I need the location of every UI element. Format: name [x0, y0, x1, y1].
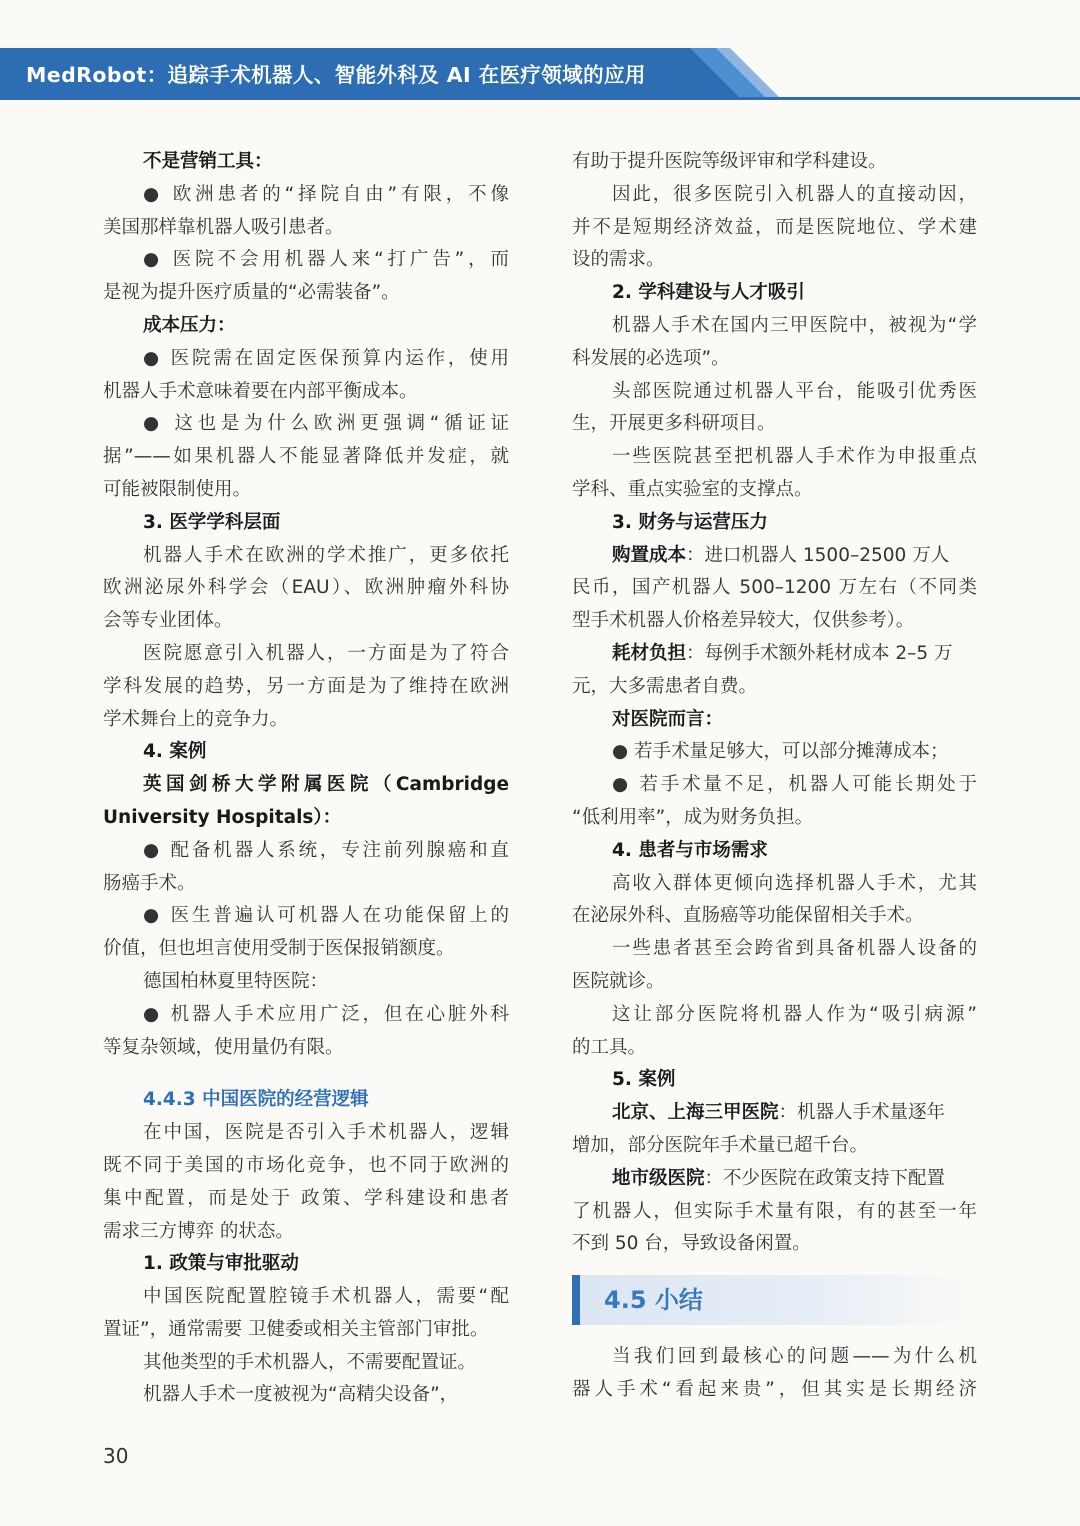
body-line: 在泌尿外科、直肠癌等功能保留相关手术。	[572, 905, 924, 927]
bullet-line: ● 这也是为什么欧洲更强调“循证证	[143, 413, 509, 435]
subheading: 成本压力：	[143, 314, 236, 336]
case-title: 英国剑桥大学附属医院（Cambridge	[143, 774, 509, 796]
section-heading: 4. 案例	[143, 741, 207, 763]
section-heading: 5. 案例	[612, 1069, 676, 1091]
section-heading: 2. 学科建设与人才吸引	[612, 282, 805, 304]
body-line: 医院愿意引入机器人，一方面是为了符合	[143, 642, 509, 664]
body-line: 会等专业团体。	[103, 610, 233, 632]
lead-term: 耗材负担	[612, 642, 687, 664]
body-line: 元，大多需患者自费。	[572, 675, 758, 697]
lead-term: 购置成本	[612, 544, 687, 566]
lead-text: ：每例手术额外耗材成本 2–5 万	[686, 642, 953, 664]
body-line: 学科发展的趋势，另一方面是为了维持在欧洲	[103, 675, 509, 697]
body-line: 机器人手术在国内三甲医院中，被视为“学	[612, 314, 977, 336]
bullet-line: ● 若手术量足够大，可以部分摊薄成本；	[612, 741, 949, 763]
header-banner	[0, 0, 1080, 104]
lead-text: ：不少医院在政策支持下配置	[704, 1167, 946, 1189]
body-line: 当我们回到最核心的问题——为什么机	[612, 1346, 977, 1368]
body-line: 美国那样靠机器人吸引患者。	[103, 216, 344, 238]
body-line: 有助于提升医院等级评审和学科建设。	[572, 151, 887, 172]
body-line: 机器人手术意味着要在内部平衡成本。	[103, 380, 418, 402]
body-line: 不到 50 台，导致设备闲置。	[572, 1233, 811, 1255]
lead-term: 北京、上海三甲医院	[612, 1102, 779, 1124]
summary-title: 4.5 小结	[604, 1286, 703, 1315]
body-line: 学科、重点实验室的支撑点。	[572, 478, 813, 500]
body-line: 等复杂领域，使用量仍有限。	[103, 1036, 344, 1058]
body-line: 肠癌手术。	[103, 872, 196, 894]
body-line: 并不是短期经济效益，而是医院地位、学术建	[572, 216, 977, 238]
body-line: 头部医院通过机器人平台，能吸引优秀医	[612, 380, 977, 402]
section-heading: 4. 患者与市场需求	[612, 839, 768, 861]
section-heading: 1. 政策与审批驱动	[143, 1253, 299, 1275]
body-line: 可能被限制使用。	[103, 478, 252, 500]
body-line: 据”——如果机器人不能显著降低并发症，就	[103, 446, 509, 468]
body-line: 机器人手术一度被视为“高精尖设备”，	[143, 1384, 459, 1406]
body-line	[572, 1097, 977, 1130]
body-line: 这让部分医院将机器人作为“吸引病源”	[612, 1003, 977, 1025]
body-line: 欧洲泌尿外科学会（EAU）、欧洲肿瘤外科协	[103, 577, 509, 599]
lead-text: ：机器人手术量逐年	[778, 1102, 946, 1124]
body-line: 一些医院甚至把机器人手术作为申报重点	[612, 446, 977, 468]
body-line: 既不同于美国的市场化竞争，也不同于欧洲的	[103, 1154, 509, 1176]
body-line: 型手术机器人价格差异较大，仅供参考）。	[572, 610, 915, 632]
bullet-line: ● 医生普遍认可机器人在功能保留上的	[143, 905, 509, 927]
body-line: 科发展的必选项”。	[572, 347, 730, 369]
section-heading: 3. 医学学科层面	[143, 511, 281, 533]
body-line: 在中国，医院是否引入手术机器人，逻辑	[143, 1122, 509, 1144]
body-line: 中国医院配置腔镜手术机器人，需要“配	[143, 1286, 509, 1308]
body-line	[572, 638, 977, 671]
bullet-line: ● 配备机器人系统，专注前列腺癌和直	[143, 839, 509, 861]
body-line: 器人手术“看起来贵”，但其实是长期经济	[572, 1378, 977, 1400]
body-line: 学术舞台上的竞争力。	[103, 708, 289, 730]
body-line: 机器人手术在欧洲的学术推广，更多依托	[143, 544, 509, 566]
body-line: 置证”，通常需要 卫健委或相关主管部门审批。	[103, 1318, 489, 1340]
body-line: 一些患者甚至会跨省到具备机器人设备的	[612, 938, 977, 960]
header-title: MedRobot：追踪手术机器人、智能外科及 AI 在医疗领域的应用	[26, 63, 646, 87]
body-line: 的工具。	[572, 1036, 647, 1058]
body-line: 集中配置，而是处于 政策、学科建设和患者	[103, 1187, 509, 1209]
body-line: “低利用率”，成为财务负担。	[572, 806, 814, 828]
body-line: 设的需求。	[572, 249, 665, 271]
section-heading: 3. 财务与运营压力	[612, 511, 768, 533]
body-line: 其他类型的手术机器人，不需要配置证。	[143, 1351, 477, 1373]
bullet-line: ● 欧洲患者的“择院自由”有限，不像	[143, 183, 509, 205]
left-column	[103, 146, 509, 1412]
body-line: 因此，很多医院引入机器人的直接动因，	[612, 183, 977, 205]
body-line: 需求三方博弈 的状态。	[103, 1220, 294, 1242]
subheading: 不是营销工具：	[143, 151, 273, 172]
body-line: 医院就诊。	[572, 970, 665, 992]
body-line: 是视为提升医疗质量的“必需装备”。	[103, 282, 400, 304]
bullet-line: ● 医院需在固定医保预算内运作，使用	[143, 347, 509, 369]
lead-term: 地市级医院	[612, 1167, 705, 1189]
bullet-line: ● 若手术量不足，机器人可能长期处于	[612, 774, 977, 796]
body-line: 增加，部分医院年手术量已超千台。	[572, 1134, 869, 1156]
body-line: 价值，但也坦言使用受制于医保报销额度。	[103, 938, 455, 960]
case-title: 德国柏林夏里特医院：	[143, 970, 329, 992]
body-line	[572, 1163, 977, 1196]
bullet-line: ● 机器人手术应用广泛，但在心脏外科	[143, 1003, 509, 1025]
body-line	[572, 540, 977, 573]
case-title: University Hospitals）：	[103, 806, 342, 828]
lead-text: ：进口机器人 1500–2500 万人	[686, 544, 950, 566]
body-line: 生，开展更多科研项目。	[572, 413, 776, 435]
section-heading-blue: 4.4.3 中国医院的经营逻辑	[143, 1089, 369, 1111]
body-line: 了机器人，但实际手术量有限，有的甚至一年	[572, 1200, 977, 1222]
right-column	[572, 146, 977, 1407]
page-number: 30	[103, 1444, 129, 1468]
body-line: 民币，国产机器人 500–1200 万左右（不同类	[572, 577, 977, 599]
body-line: 高收入群体更倾向选择机器人手术，尤其	[612, 872, 977, 894]
subheading: 对医院而言：	[612, 708, 724, 730]
summary-section-box	[572, 1275, 977, 1325]
bullet-line: ● 医院不会用机器人来“打广告”，而	[143, 249, 509, 271]
